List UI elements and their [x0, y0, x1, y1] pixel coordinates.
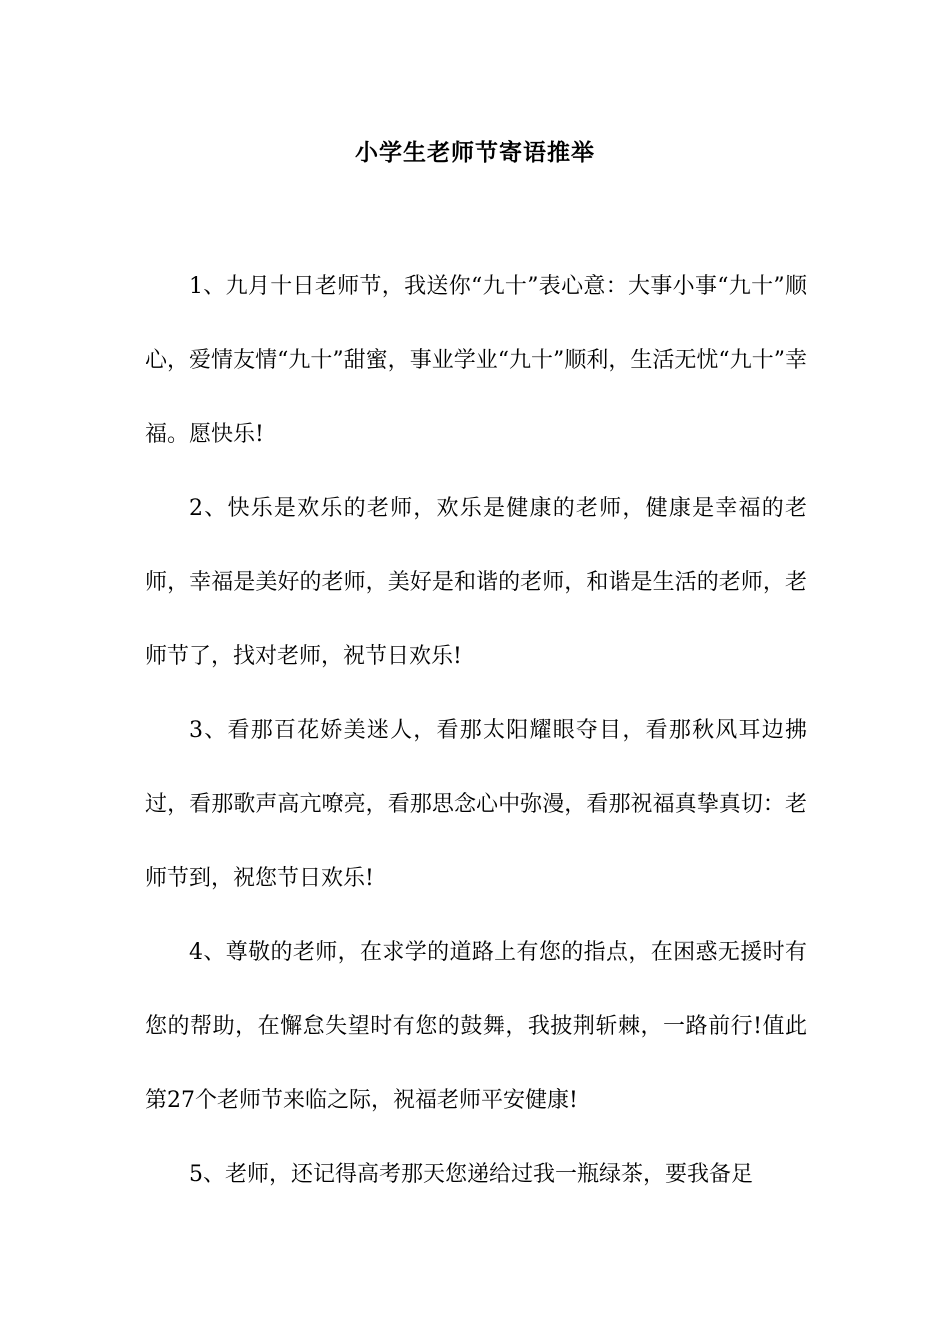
- document-title: 小学生老师节寄语推举: [355, 139, 595, 166]
- paragraph-2: 2、快乐是欢乐的老师，欢乐是健康的老师，健康是幸福的老师，幸福是美好的老师，美好是和谐的老师，和谐是生活的老师，老师节了，找对老师，祝节日欢乐!: [145, 496, 807, 669]
- document-body: [145, 250, 807, 1212]
- paragraph-4: 4、尊敬的老师，在求学的道路上有您的指点，在困惑无援时有您的帮助，在懈怠失望时有您的鼓舞，我披荆斩棘，一路前行!值此第27个老师节来临之际，祝福老师平安健康!: [145, 940, 807, 1113]
- paragraph-5: 5、老师，还记得高考那天您递给过我一瓶绿茶，要我备足: [189, 1162, 753, 1187]
- paragraph-1: 1、九月十日老师节，我送你“九十”表心意：大事小事“九十”顺心，爱情友情“九十”甜蜜，事业学业“九十”顺利，生活无忧“九十”幸福。愿快乐!: [145, 274, 807, 447]
- paragraph-3: 3、看那百花娇美迷人，看那太阳耀眼夺目，看那秋风耳边拂过，看那歌声高亢嘹亮，看那思念心中弥漫，看那祝福真挚真切：老师节到，祝您节日欢乐!: [145, 718, 807, 891]
